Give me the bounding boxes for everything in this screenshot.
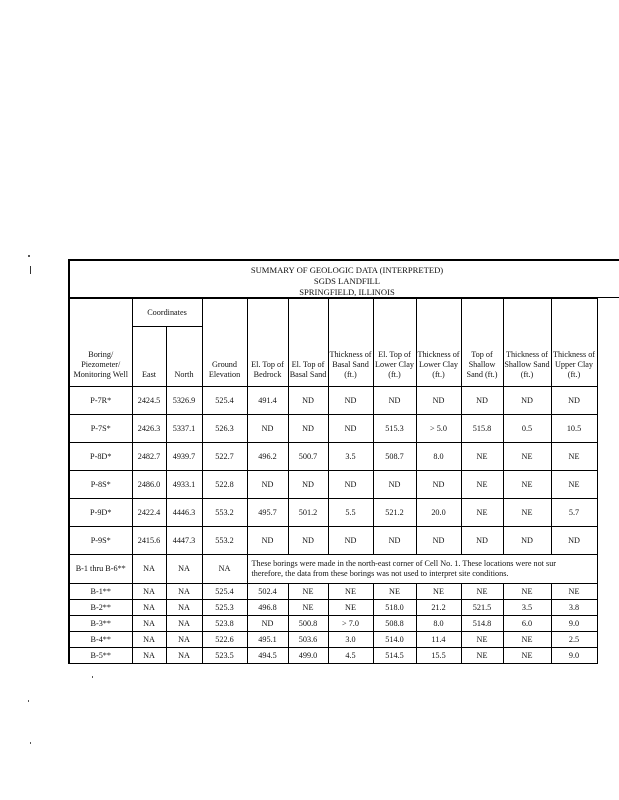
scan-speck <box>92 676 93 678</box>
cell-north: NA <box>166 600 202 616</box>
cell-top-basal-sand: ND <box>288 415 328 443</box>
cell-top-bedrock: ND <box>247 471 288 499</box>
cell-thickness-upper-clay: 9.0 <box>551 616 597 632</box>
cell-east: NA <box>132 648 166 664</box>
cell-north: 4933.1 <box>166 471 202 499</box>
cell-thickness-lower-clay: 11.4 <box>416 632 461 648</box>
cell-top-bedrock: 502.4 <box>247 584 288 600</box>
cell-thickness-basal-sand: 5.5 <box>328 499 373 527</box>
cell-north: 5326.9 <box>166 387 202 415</box>
cell-north: 5337.1 <box>166 415 202 443</box>
cell-thickness-upper-clay: 9.0 <box>551 648 597 664</box>
cell-thickness-basal-sand: ND <box>328 415 373 443</box>
cell-top-bedrock: ND <box>247 616 288 632</box>
cell-top-shallow-sand: NE <box>461 499 503 527</box>
cell-top-basal-sand: 500.7 <box>288 443 328 471</box>
cell-top-lower-clay: 508.7 <box>373 443 416 471</box>
cell-boring: P-9D* <box>69 499 132 527</box>
cell-north: 4939.7 <box>166 443 202 471</box>
scan-speck <box>30 742 31 744</box>
cell-top-basal-sand: NE <box>288 584 328 600</box>
cell-ground: 553.2 <box>202 499 247 527</box>
cell-top-basal-sand: ND <box>288 387 328 415</box>
note-line-2: therefore, the data from these borings was not used to interpret site conditions. <box>251 569 509 578</box>
cell-thickness-upper-clay: 10.5 <box>551 415 597 443</box>
cell-top-lower-clay: 518.0 <box>373 600 416 616</box>
header-thickness-upper-clay: Thickness of Upper Clay (ft.) <box>551 299 597 387</box>
cell-north: NA <box>166 555 202 584</box>
cell-east: 2482.7 <box>132 443 166 471</box>
cell-top-basal-sand: 499.0 <box>288 648 328 664</box>
cell-thickness-shallow-sand: ND <box>503 527 551 555</box>
cell-thickness-shallow-sand: NE <box>503 443 551 471</box>
cell-ground: 522.8 <box>202 471 247 499</box>
cell-top-shallow-sand: ND <box>461 387 503 415</box>
cell-boring: P-7R* <box>69 387 132 415</box>
header-top-basal-sand: El. Top of Basal Sand <box>288 299 328 387</box>
table-row <box>69 499 597 527</box>
scan-mark <box>30 266 31 274</box>
cell-thickness-basal-sand: ND <box>328 527 373 555</box>
cell-thickness-upper-clay: NE <box>551 471 597 499</box>
scan-speck <box>28 255 30 257</box>
cell-thickness-basal-sand: 3.0 <box>328 632 373 648</box>
header-top-shallow-sand: Top of Shallow Sand (ft.) <box>461 299 503 387</box>
cell-boring: B-4** <box>69 632 132 648</box>
cell-ground: 522.6 <box>202 632 247 648</box>
cell-boring: P-8D* <box>69 443 132 471</box>
cell-thickness-basal-sand: 4.5 <box>328 648 373 664</box>
cell-top-lower-clay: ND <box>373 471 416 499</box>
cell-north: 4447.3 <box>166 527 202 555</box>
cell-thickness-shallow-sand: NE <box>503 471 551 499</box>
title-line-2: SGDS LANDFILL <box>313 276 381 286</box>
cell-top-lower-clay: 515.3 <box>373 415 416 443</box>
cell-thickness-upper-clay: 2.5 <box>551 632 597 648</box>
cell-ground: 526.3 <box>202 415 247 443</box>
cell-top-shallow-sand: NE <box>461 584 503 600</box>
cell-east: NA <box>132 555 166 584</box>
cell-ground: 525.4 <box>202 584 247 600</box>
table-row <box>69 415 597 443</box>
cell-boring: B-1** <box>69 584 132 600</box>
table-row <box>69 527 597 555</box>
cell-thickness-upper-clay: ND <box>551 387 597 415</box>
cell-thickness-lower-clay: ND <box>416 527 461 555</box>
cell-top-lower-clay: 508.8 <box>373 616 416 632</box>
cell-thickness-lower-clay: 21.2 <box>416 600 461 616</box>
cell-top-shallow-sand: 515.8 <box>461 415 503 443</box>
cell-boring: P-7S* <box>69 415 132 443</box>
table-row <box>69 471 597 499</box>
cell-thickness-shallow-sand: NE <box>503 632 551 648</box>
cell-thickness-lower-clay: 20.0 <box>416 499 461 527</box>
cell-ground: 522.7 <box>202 443 247 471</box>
cell-thickness-basal-sand: NE <box>328 584 373 600</box>
cell-north: NA <box>166 648 202 664</box>
cell-boring: P-9S* <box>69 527 132 555</box>
cell-top-basal-sand: 500.8 <box>288 616 328 632</box>
cell-thickness-basal-sand: ND <box>328 471 373 499</box>
cell-north: NA <box>166 584 202 600</box>
header-thickness-basal-sand: Thickness of Basal Sand (ft.) <box>328 299 373 387</box>
cell-thickness-upper-clay: 5.7 <box>551 499 597 527</box>
title-line-3: SPRINGFIELD, ILLINOIS <box>299 287 395 297</box>
header-top-lower-clay: El. Top of Lower Clay (ft.) <box>373 299 416 387</box>
cell-east: 2422.4 <box>132 499 166 527</box>
cell-ground: 523.8 <box>202 616 247 632</box>
cell-thickness-shallow-sand: 3.5 <box>503 600 551 616</box>
cell-thickness-shallow-sand: NE <box>503 584 551 600</box>
cell-top-shallow-sand: NE <box>461 471 503 499</box>
scan-speck <box>28 700 29 702</box>
cell-north: 4446.3 <box>166 499 202 527</box>
cell-east: NA <box>132 632 166 648</box>
cell-top-basal-sand: NE <box>288 600 328 616</box>
header-north: North <box>166 327 202 387</box>
cell-boring: B-3** <box>69 616 132 632</box>
table-row <box>69 387 597 415</box>
cell-top-shallow-sand: ND <box>461 527 503 555</box>
cell-thickness-lower-clay: > 5.0 <box>416 415 461 443</box>
note-line-1: These borings were made in the north-east corner of Cell No. 1. These locations were not sur <box>251 559 557 568</box>
cell-top-lower-clay: NE <box>373 584 416 600</box>
geologic-data-sheet <box>68 259 619 667</box>
cell-thickness-lower-clay: 8.0 <box>416 443 461 471</box>
cell-east: 2426.3 <box>132 415 166 443</box>
cell-thickness-basal-sand: NE <box>328 600 373 616</box>
cell-top-shallow-sand: 514.8 <box>461 616 503 632</box>
cell-east: NA <box>132 616 166 632</box>
cell-thickness-upper-clay: NE <box>551 584 597 600</box>
cell-top-basal-sand: ND <box>288 471 328 499</box>
cell-east: 2415.6 <box>132 527 166 555</box>
header-coordinates: Coordinates <box>132 299 202 327</box>
cell-east: 2486.0 <box>132 471 166 499</box>
cell-top-shallow-sand: NE <box>461 443 503 471</box>
cell-top-bedrock: 494.5 <box>247 648 288 664</box>
cell-top-bedrock: ND <box>247 527 288 555</box>
cell-thickness-lower-clay: NE <box>416 584 461 600</box>
cell-thickness-basal-sand: 3.5 <box>328 443 373 471</box>
cell-top-lower-clay: 521.2 <box>373 499 416 527</box>
cell-top-lower-clay: ND <box>373 527 416 555</box>
cell-thickness-upper-clay: ND <box>551 527 597 555</box>
header-thickness-lower-clay: Thickness of Lower Clay (ft.) <box>416 299 461 387</box>
cell-ground: 553.2 <box>202 527 247 555</box>
cell-top-lower-clay: ND <box>373 387 416 415</box>
piezometer-rows <box>69 387 597 555</box>
cell-boring: B-2** <box>69 600 132 616</box>
cell-ground: 523.5 <box>202 648 247 664</box>
cell-boring: P-8S* <box>69 471 132 499</box>
header-thickness-shallow-sand: Thickness of Shallow Sand (ft.) <box>503 299 551 387</box>
cell-thickness-shallow-sand: NE <box>503 499 551 527</box>
table-row <box>69 555 597 584</box>
cell-thickness-lower-clay: 8.0 <box>416 616 461 632</box>
cell-top-basal-sand: ND <box>288 527 328 555</box>
cell-thickness-shallow-sand: ND <box>503 387 551 415</box>
boring-rows <box>69 584 597 664</box>
cell-top-shallow-sand: NE <box>461 648 503 664</box>
cell-thickness-upper-clay: 3.8 <box>551 600 597 616</box>
cell-thickness-upper-clay: NE <box>551 443 597 471</box>
cell-east: NA <box>132 600 166 616</box>
cell-top-lower-clay: 514.0 <box>373 632 416 648</box>
cell-east: NA <box>132 584 166 600</box>
table-row <box>69 443 597 471</box>
cell-ground: NA <box>202 555 247 584</box>
cell-thickness-shallow-sand: NE <box>503 648 551 664</box>
cell-top-bedrock: 495.1 <box>247 632 288 648</box>
cell-ground: 525.3 <box>202 600 247 616</box>
note-section <box>69 555 597 584</box>
table-row <box>69 632 597 648</box>
cell-top-lower-clay: 514.5 <box>373 648 416 664</box>
header-top-bedrock: El. Top of Bedrock <box>247 299 288 387</box>
cell-thickness-lower-clay: 15.5 <box>416 648 461 664</box>
title-line-1: SUMMARY OF GEOLOGIC DATA (INTERPRETED) <box>250 265 444 275</box>
cell-thickness-lower-clay: ND <box>416 387 461 415</box>
cell-north: NA <box>166 632 202 648</box>
cell-boring: B-5** <box>69 648 132 664</box>
table-row <box>69 648 597 664</box>
cell-boring: B-1 thru B-6** <box>69 555 132 584</box>
cell-ground: 525.4 <box>202 387 247 415</box>
cell-top-shallow-sand: NE <box>461 632 503 648</box>
cell-top-basal-sand: 501.2 <box>288 499 328 527</box>
table-title <box>68 259 619 298</box>
header-boring: Boring/ Piezometer/ Monitoring Well <box>69 299 132 387</box>
cell-top-bedrock: ND <box>247 415 288 443</box>
note-cell <box>247 555 597 584</box>
table-row <box>69 584 597 600</box>
cell-east: 2424.5 <box>132 387 166 415</box>
cell-top-shallow-sand: 521.5 <box>461 600 503 616</box>
header-ground-elevation: Ground Elevation <box>202 299 247 387</box>
cell-thickness-shallow-sand: 0.5 <box>503 415 551 443</box>
cell-top-bedrock: 495.7 <box>247 499 288 527</box>
cell-thickness-lower-clay: ND <box>416 471 461 499</box>
table-row <box>69 616 597 632</box>
cell-thickness-shallow-sand: 6.0 <box>503 616 551 632</box>
geologic-data-table <box>68 298 598 664</box>
table-row <box>69 600 597 616</box>
cell-top-bedrock: 496.8 <box>247 600 288 616</box>
cell-thickness-basal-sand: > 7.0 <box>328 616 373 632</box>
cell-thickness-basal-sand: ND <box>328 387 373 415</box>
cell-north: NA <box>166 616 202 632</box>
cell-top-basal-sand: 503.6 <box>288 632 328 648</box>
header-east: East <box>132 327 166 387</box>
cell-top-bedrock: 496.2 <box>247 443 288 471</box>
cell-top-bedrock: 491.4 <box>247 387 288 415</box>
